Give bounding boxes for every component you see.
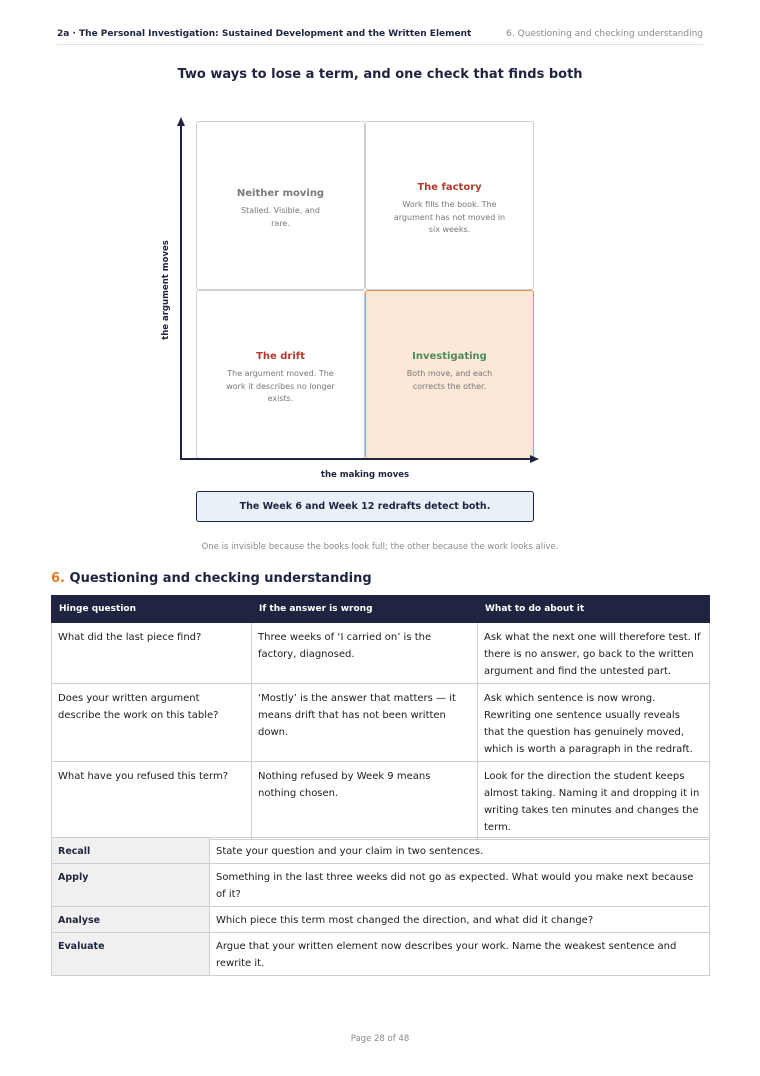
table-cell: Ask what the next one will therefore test. If there is no answer, go back to the written argument and find the untested part.	[478, 623, 710, 684]
detect-callout: The Week 6 and Week 12 redrafts detect both.	[196, 491, 534, 522]
y-axis-line	[180, 124, 182, 460]
table-cell: What did the last piece find?	[52, 623, 252, 684]
y-axis-label: the argument moves	[161, 240, 171, 340]
quadrant-the-drift	[196, 290, 365, 459]
section-number: 6.	[51, 571, 65, 586]
quadrant-title: Neither moving	[236, 188, 325, 199]
level-prompt: Argue that your written element now describes your work. Name the weakest sentence and rewrite it.	[210, 933, 710, 976]
quadrant-the-factory	[365, 121, 534, 290]
figure-caption: One is invisible because the books look full; the other because the work looks alive.	[201, 542, 559, 552]
level-label: Analyse	[52, 907, 210, 933]
level-label: Apply	[52, 864, 210, 907]
quadrant-title: Investigating	[412, 351, 487, 362]
header-divider	[57, 44, 703, 45]
quadrant-body: The argument moved. The work it describes no longer exists.	[226, 369, 335, 403]
section-heading	[51, 571, 372, 586]
table-row	[52, 933, 710, 976]
quadrant-body: Stalled. Visible, and rare.	[241, 206, 320, 228]
x-axis-line	[180, 458, 532, 460]
level-prompt: State your question and your claim in two sentences.	[210, 838, 710, 864]
table-row	[52, 762, 710, 840]
table-row	[52, 907, 710, 933]
hinge-question-table	[51, 595, 710, 840]
table-header-row	[52, 596, 710, 623]
x-axis-arrow-icon	[530, 455, 539, 463]
table-row	[52, 864, 710, 907]
quadrant-title: The factory	[417, 182, 482, 193]
questioning-levels-table	[51, 837, 710, 976]
table-cell: ‘Mostly’ is the answer that matters — it means drift that has not been written down.	[252, 684, 478, 762]
table-cell: Does your written argument describe the work on this table?	[52, 684, 252, 762]
table-cell: Look for the direction the student keeps almost taking. Naming it and dropping it in writing takes ten minutes and changes the term.	[478, 762, 710, 840]
table-row	[52, 684, 710, 762]
running-header-section: 6. Questioning and checking understanding	[506, 29, 703, 39]
x-axis-label: the making moves	[320, 470, 410, 480]
quadrant-body: Work fills the book. The argument has not moved in six weeks.	[393, 200, 506, 234]
quadrant-neither-moving	[196, 121, 365, 290]
table-cell: Nothing refused by Week 9 means nothing chosen.	[252, 762, 478, 840]
column-header: If the answer is wrong	[252, 596, 478, 623]
level-label: Recall	[52, 838, 210, 864]
level-label: Evaluate	[52, 933, 210, 976]
column-header: What to do about it	[478, 596, 710, 623]
quadrant-title: The drift	[256, 351, 305, 362]
section-title: Questioning and checking understanding	[69, 571, 372, 586]
running-header-title: 2a · The Personal Investigation: Sustained Development and the Written Element	[57, 29, 472, 39]
table-cell: What have you refused this term?	[52, 762, 252, 840]
figure-title: Two ways to lose a term, and one check that finds both	[177, 67, 583, 82]
page-number: Page 28 of 48	[350, 1034, 410, 1044]
column-header: Hinge question	[52, 596, 252, 623]
table-cell: Three weeks of ‘I carried on’ is the factory, diagnosed.	[252, 623, 478, 684]
quadrant-investigating	[365, 290, 534, 459]
table-row	[52, 623, 710, 684]
table-cell: Ask which sentence is now wrong. Rewriting one sentence usually reveals that the question has genuinely moved, which is worth a paragraph in the redraft.	[478, 684, 710, 762]
level-prompt: Which piece this term most changed the direction, and what did it change?	[210, 907, 710, 933]
y-axis-arrow-icon	[177, 117, 185, 126]
quadrant-body: Both move, and each corrects the other.	[406, 369, 493, 391]
table-row	[52, 838, 710, 864]
level-prompt: Something in the last three weeks did not go as expected. What would you make next because of it?	[210, 864, 710, 907]
